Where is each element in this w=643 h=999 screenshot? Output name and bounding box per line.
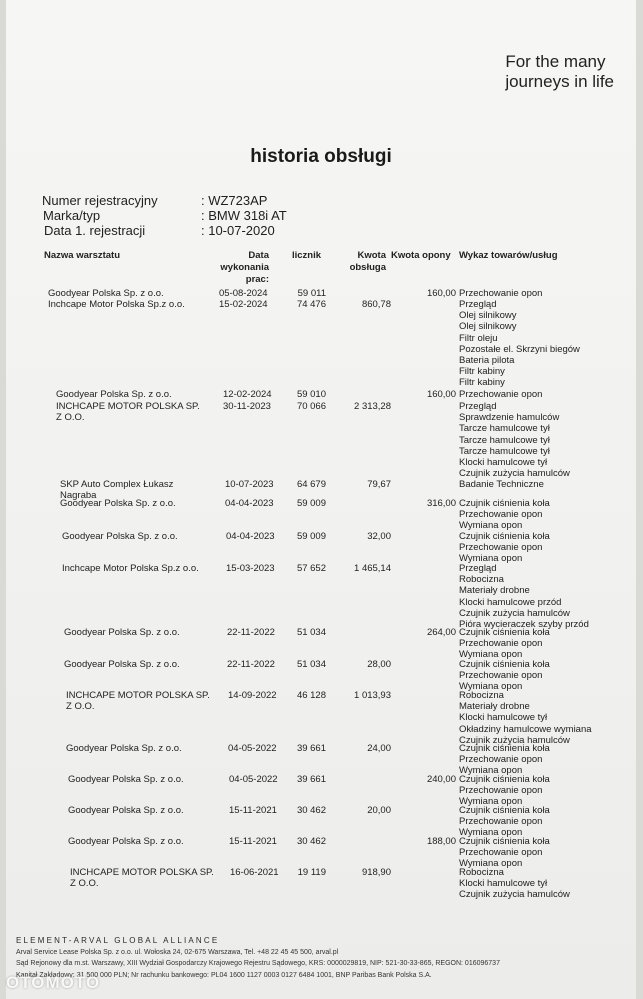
slogan-line: For the many <box>505 52 606 71</box>
service-item: Przegląd <box>459 299 497 310</box>
footer-line: Sąd Rejonowy dla m.st. Warszawy, XIII Wydział Gospodarczy Krajowego Rejestru Sądowego, KRS: 0000029819, NIP: 521-30-33-865, REGON: 016096737 <box>16 960 500 967</box>
mileage-value: 46 128 <box>296 690 326 701</box>
header-amount-line: obsługa <box>349 262 386 273</box>
service-item: Olej silnikowy <box>459 321 517 333</box>
service-date: 16-06-2021 <box>230 867 279 878</box>
service-date: 30-11-2023 <box>223 401 271 412</box>
service-item: Wymiana opon <box>459 827 523 839</box>
service-item: Pozostałe el. Skrzyni biegów <box>459 343 580 355</box>
registration-value: : 10-07-2020 <box>201 223 275 238</box>
service-item: Czujnik ciśnienia koła <box>459 627 550 638</box>
service-item: Filtr kabiny <box>459 377 505 389</box>
service-item: Czujnik zużycia hamulców <box>459 734 570 746</box>
document-page <box>6 0 636 999</box>
header-date-line: prac: <box>245 274 269 285</box>
mileage-value: 57 652 <box>296 563 326 574</box>
service-item: Olej silnikowy <box>459 310 517 322</box>
service-history-table <box>6 0 636 940</box>
mileage-value: 74 476 <box>296 299 326 310</box>
registration-value: : WZ723AP <box>201 193 268 208</box>
workshop-name: Goodyear Polska Sp. z o.o. <box>62 531 178 542</box>
service-item: Przechowanie opon <box>459 670 543 682</box>
header-tyres: Kwota opony <box>391 250 451 261</box>
service-date: 15-11-2021 <box>229 836 277 847</box>
mileage-value: 51 034 <box>296 627 326 638</box>
workshop-name: Goodyear Polska Sp. z o.o. <box>68 805 184 816</box>
service-item: Klocki hamulcowe tył <box>459 712 548 724</box>
service-item: Bateria pilota <box>459 355 515 366</box>
service-item: Materiały drobne <box>459 585 530 597</box>
service-date: 05-08-2024 <box>219 288 268 299</box>
tyres-amount: 160,00 <box>426 389 456 400</box>
workshop-name: Goodyear Polska Sp. z o.o. <box>64 659 180 670</box>
service-amount: 28,00 <box>367 659 391 670</box>
footer-alliance: ELEMENT-ARVAL GLOBAL ALLIANCE <box>16 936 220 945</box>
service-item: Wymiana opon <box>459 858 523 870</box>
service-item: Wymiana opon <box>459 796 523 808</box>
service-item: Tarcze hamulcowe tył <box>459 445 550 457</box>
service-item: Czujnik zużycia hamulców <box>459 889 570 901</box>
service-item: Czujnik ciśnienia koła <box>459 805 550 816</box>
service-item: Robocizna <box>459 574 504 586</box>
watermark: OTOMOTO <box>6 973 101 992</box>
registration-label: Marka/typ <box>43 208 101 223</box>
service-item: Przechowanie opon <box>459 288 543 299</box>
footer-line: Arval Service Lease Polska Sp. z o.o. ul. Wołoska 24, 02-675 Warszawa, Tel. +48 22 45 45 500, arval.pl <box>16 948 339 956</box>
workshop-name: Goodyear Polska Sp. z o.o. <box>60 498 176 509</box>
mileage-value: 30 462 <box>296 805 326 816</box>
service-amount: 860,78 <box>361 299 391 310</box>
mileage-value: 39 661 <box>296 743 326 754</box>
service-item: Klocki hamulcowe tył <box>459 457 548 468</box>
service-item: Czujnik ciśnienia koła <box>459 836 550 847</box>
service-item: Przechowanie opon <box>459 754 543 766</box>
header-date-line: Data <box>248 250 269 261</box>
workshop-name: Inchcape Motor Polska Sp.z o.o. <box>48 299 185 310</box>
service-date: 04-04-2023 <box>225 498 274 509</box>
service-amount: 20,00 <box>367 805 391 816</box>
workshop-name: INCHCAPE MOTOR POLSKA SP. <box>56 401 200 412</box>
page-title: historia obsługi <box>250 146 392 167</box>
service-item: Przechowanie opon <box>459 847 543 859</box>
mileage-value: 19 119 <box>297 867 326 878</box>
service-item: Klocki hamulcowe tył <box>459 878 548 890</box>
service-item: Pióra wycieraczek szyby przód <box>459 619 589 630</box>
service-item: Wymiana opon <box>459 649 523 661</box>
mileage-value: 59 009 <box>296 498 326 509</box>
service-item: Badanie Techniczne <box>459 479 544 490</box>
service-date: 12-02-2024 <box>223 389 272 400</box>
tyres-amount: 160,00 <box>426 288 456 299</box>
service-item: Przegląd <box>459 401 497 412</box>
service-item: Czujnik ciśnienia koła <box>459 659 550 670</box>
service-item: Okładziny hamulcowe wymiana <box>459 723 592 735</box>
header-services: Wykaz towarów/usług <box>459 250 558 261</box>
mileage-value: 30 462 <box>296 836 326 847</box>
mileage-value: 64 679 <box>296 479 326 490</box>
workshop-name: INCHCAPE MOTOR POLSKA SP. <box>66 690 210 701</box>
service-item: Czujnik zużycia hamulców <box>459 468 570 480</box>
service-amount: 1 465,14 <box>354 563 391 574</box>
workshop-name: Goodyear Polska Sp. z o.o. <box>48 288 164 299</box>
service-item: Przechowanie opon <box>459 389 543 400</box>
service-item: Przechowanie opon <box>459 638 543 650</box>
workshop-name: Z O.O. <box>56 412 85 423</box>
header-amount-line: Kwota <box>357 250 386 261</box>
service-item: Wymiana opon <box>459 520 523 532</box>
service-amount: 79,67 <box>367 479 391 490</box>
service-item: Przegląd <box>459 563 497 574</box>
service-date: 22-11-2022 <box>227 659 275 670</box>
workshop-name: SKP Auto Complex Łukasz <box>60 479 174 490</box>
service-item: Robocizna <box>459 690 504 701</box>
slogan-line: journeys in life <box>505 72 614 91</box>
service-item: Czujnik ciśnienia koła <box>459 743 550 754</box>
service-date: 22-11-2022 <box>227 627 275 638</box>
registration-label: Numer rejestracyjny <box>42 193 158 208</box>
mileage-value: 51 034 <box>296 659 326 670</box>
header-mileage: licznik <box>292 250 322 261</box>
service-item: Przechowanie opon <box>459 816 543 828</box>
registration-value: : BMW 318i AT <box>201 208 287 223</box>
mileage-value: 39 661 <box>296 774 326 785</box>
footer-line: Kapitał Zakładowy: 31 500 000 PLN; Nr rachunku bankowego: PL04 1600 1127 0003 0127 6484 1001, BNP Paribas Bank Polska S.A. <box>16 971 432 979</box>
workshop-name: Z O.O. <box>70 878 99 889</box>
service-date: 04-04-2023 <box>226 531 275 542</box>
workshop-name: Goodyear Polska Sp. z o.o. <box>68 836 184 847</box>
service-amount: 918,90 <box>361 867 391 878</box>
service-amount: 1 013,93 <box>354 690 391 701</box>
service-date: 14-09-2022 <box>228 690 277 701</box>
service-item: Czujnik ciśnienia koła <box>459 774 550 785</box>
service-item: Sprawdzenie hamulców <box>459 412 560 424</box>
workshop-name: Goodyear Polska Sp. z o.o. <box>68 774 184 785</box>
service-amount: 32,00 <box>367 531 391 542</box>
mileage-value: 59 010 <box>296 389 326 400</box>
service-item: Wymiana opon <box>459 681 523 693</box>
workshop-name: Z O.O. <box>66 701 95 712</box>
service-item: Filtr oleju <box>459 332 498 344</box>
service-date: 15-02-2024 <box>219 299 268 310</box>
tyres-amount: 240,00 <box>426 774 456 785</box>
service-date: 04-05-2022 <box>228 743 277 754</box>
tyres-amount: 316,00 <box>426 498 456 509</box>
workshop-name: Goodyear Polska Sp. z o.o. <box>64 627 180 638</box>
workshop-name: Nagraba <box>60 490 97 501</box>
service-item: Wymiana opon <box>459 765 523 777</box>
tyres-amount: 188,00 <box>426 836 456 847</box>
service-date: 15-11-2021 <box>229 805 277 816</box>
service-item: Przechowanie opon <box>459 509 543 521</box>
service-date: 04-05-2022 <box>229 774 278 785</box>
service-item: Czujnik ciśnienia koła <box>459 498 550 509</box>
service-item: Czujnik ciśnienia koła <box>459 531 550 542</box>
registration-label: Data 1. rejestracji <box>44 223 146 238</box>
service-item: Tarcze hamulcowe tył <box>459 423 550 435</box>
service-amount: 2 313,28 <box>354 401 391 412</box>
service-item: Czujnik zużycia hamulców <box>459 607 570 619</box>
service-date: 10-07-2023 <box>225 479 274 490</box>
workshop-name: INCHCAPE MOTOR POLSKA SP. <box>70 867 214 878</box>
mileage-value: 59 011 <box>297 288 326 299</box>
workshop-name: Inchcape Motor Polska Sp.z o.o. <box>62 563 199 574</box>
service-item: Przechowanie opon <box>459 542 543 554</box>
service-date: 15-03-2023 <box>226 563 275 574</box>
service-item: Przechowanie opon <box>459 785 543 797</box>
service-item: Robocizna <box>459 867 504 878</box>
service-item: Materiały drobne <box>459 701 530 713</box>
header-date-line: wykonania <box>220 262 269 273</box>
service-item: Tarcze hamulcowe tył <box>459 434 550 446</box>
service-item: Filtr kabiny <box>459 366 505 378</box>
workshop-name: Goodyear Polska Sp. z o.o. <box>56 389 172 400</box>
service-item: Wymiana opon <box>459 553 523 565</box>
service-item: Klocki hamulcowe przód <box>459 596 562 608</box>
workshop-name: Goodyear Polska Sp. z o.o. <box>66 743 182 754</box>
tyres-amount: 264,00 <box>426 627 456 638</box>
mileage-value: 70 066 <box>296 401 326 412</box>
mileage-value: 59 009 <box>296 531 326 542</box>
service-amount: 24,00 <box>367 743 391 754</box>
header-workshop: Nazwa warsztatu <box>44 250 121 261</box>
